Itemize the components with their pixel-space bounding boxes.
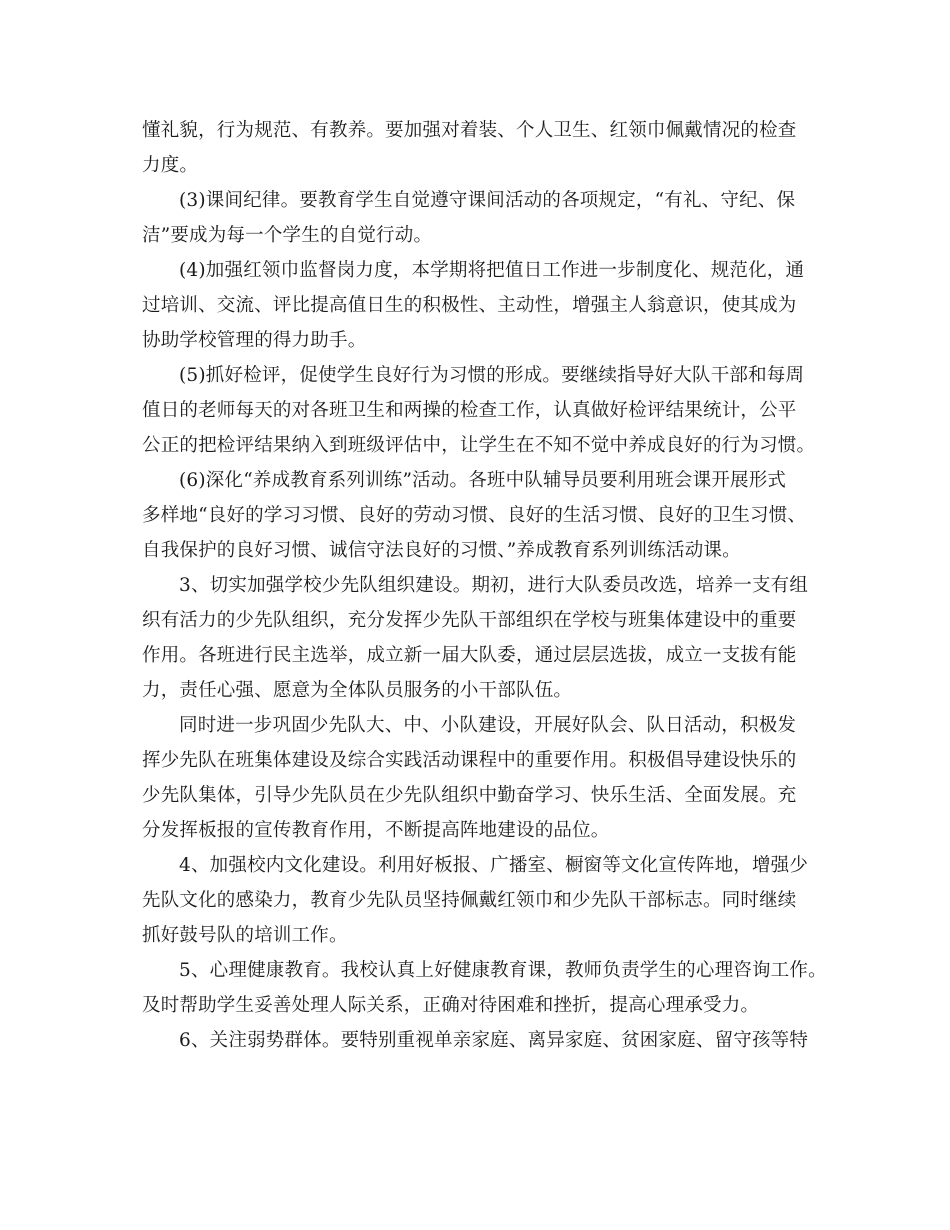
document-body (142, 113, 827, 1058)
text-line: 先队文化的感染力，教育少先队员坚持佩戴红领巾和少先队干部标志。同时继续 (142, 890, 797, 911)
text-line: 抓好鼓号队的培训工作。 (142, 925, 348, 946)
text-line: 自我保护的良好习惯、诚信守法良好的习惯、”养成教育系列训练活动课。 (142, 540, 741, 561)
text-line: 值日的老师每天的对各班卫生和两操的检查工作，认真做好检评结果统计，公平 (142, 400, 797, 421)
text-line: 协助学校管理的得力助手。 (142, 330, 367, 351)
text-line: 多样地“良好的学习习惯、良好的劳动习惯、良好的生活习惯、良好的卫生习惯、 (142, 505, 807, 526)
text-line: (6)深化“养成教育系列训练”活动。各班中队辅导员要利用班会课开展形式 (179, 470, 787, 491)
text-line: 洁”要成为每一个学生的自觉行动。 (142, 225, 433, 246)
text-line: 6、关注弱势群体。要特别重视单亲家庭、离异家庭、贫困家庭、留守孩等特 (179, 1030, 809, 1051)
text-line: 织有活力的少先队组织，充分发挥少先队干部组织在学校与班集体建设中的重要 (142, 610, 797, 631)
text-line: 3、切实加强学校少先队组织建设。期初，进行大队委员改选，培养一支有组 (179, 575, 809, 596)
text-line: 少先队集体，引导少先队员在少先队组织中勤奋学习、快乐生活、全面发展。充 (142, 785, 797, 806)
text-line: 4、加强校内文化建设。利用好板报、广播室、橱窗等文化宣传阵地，增强少 (179, 855, 809, 876)
text-line: (5)抓好检评，促使学生良好行为习惯的形成。要继续指导好大队干部和每周 (179, 365, 805, 386)
text-line: 力度。 (142, 155, 199, 176)
text-line: (3)课间纪律。要教育学生自觉遵守课间活动的各项规定，“有礼、守纪、保 (179, 190, 796, 211)
text-line: 作用。各班进行民主选举，成立新一届大队委，通过层层选拔，成立一支拔有能 (142, 645, 797, 666)
text-line: 同时进一步巩固少先队大、中、小队建设，开展好队会、队日活动，积极发 (179, 715, 797, 736)
text-line: 5、心理健康教育。我校认真上好健康教育课，教师负责学生的心理咨询工作。 (179, 960, 827, 981)
text-line: 力，责任心强、愿意为全体队员服务的小干部队伍。 (142, 680, 573, 701)
text-line: 过培训、交流、评比提高值日生的积极性、主动性，增强主人翁意识，使其成为 (142, 295, 797, 316)
text-line: 懂礼貌，行为规范、有教养。要加强对着装、个人卫生、红领巾佩戴情况的检查 (142, 120, 797, 141)
text-line: (4)加强红领巾监督岗力度，本学期将把值日工作进一步制度化、规范化，通 (179, 260, 805, 281)
text-line: 公正的把检评结果纳入到班级评估中，让学生在不知不觉中养成良好的行为习惯。 (142, 435, 816, 456)
text-line: 挥少先队在班集体建设及综合实践活动课程中的重要作用。积极倡导建设快乐的 (142, 750, 797, 771)
text-line: 分发挥板报的宣传教育作用，不断提高阵地建设的品位。 (142, 820, 610, 841)
text-line: 及时帮助学生妥善处理人际关系，正确对待困难和挫折，提高心理承受力。 (142, 995, 760, 1016)
